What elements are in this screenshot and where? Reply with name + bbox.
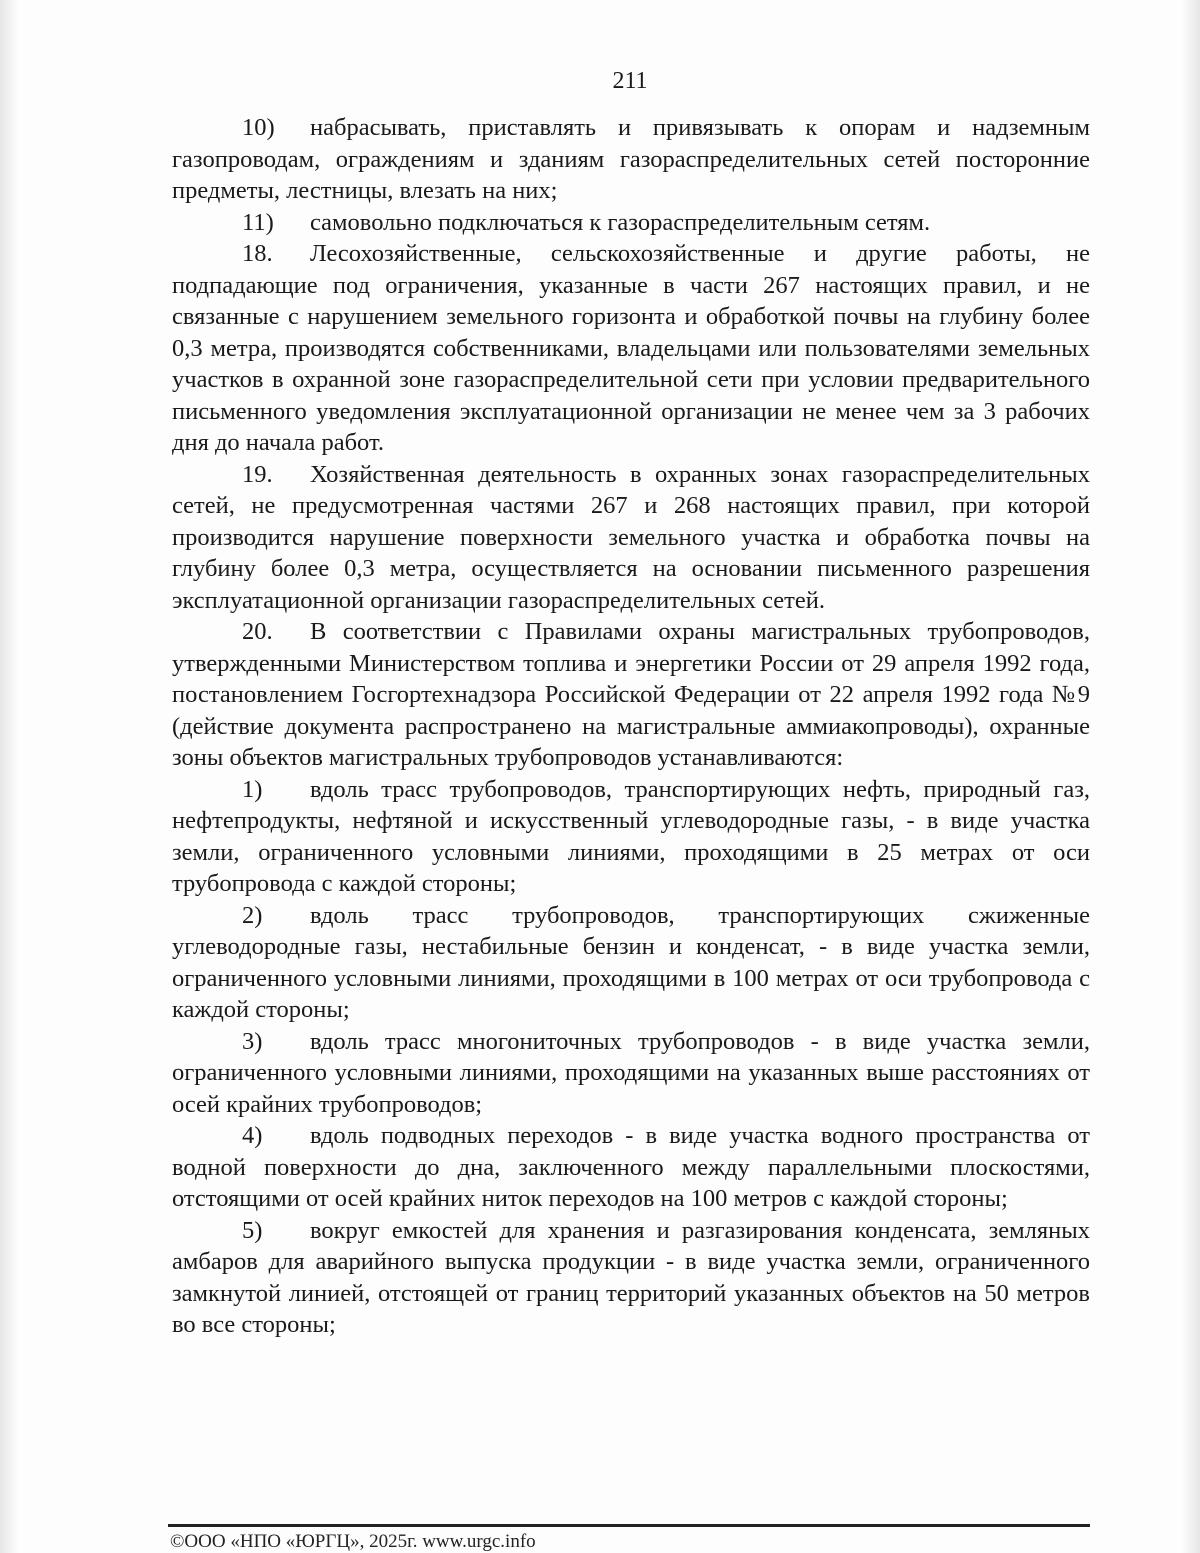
paragraph-text: вдоль трасс многониточных трубопроводов - в виде участка земли, ограниченного условными линиями, проходящими на указанных выше расстояниях от осей крайних трубопроводов; (172, 1027, 1090, 1118)
footer-copyright: ©ООО «НПО «ЮРГЦ», 2025г. www.urgc.info (170, 1531, 536, 1552)
subitem-1 (172, 774, 1090, 900)
page-left-edge (0, 0, 18, 1553)
item-number: 19. (242, 460, 273, 488)
paragraph-text: набрасывать, приставлять и привязывать к опорам и надземным газопроводам, ограждениям и зданиям газораспределительных сетей посторонние предметы, лестницы, влезать на них; (172, 114, 1090, 204)
page-number: 211 (612, 68, 648, 94)
paragraph-text: Лесохозяйственные, сельскохозяйственные и другие работы, не подпадающие под ограничения, указанные в части 267 настоящих правил, и не связанные с нарушением земельного горизонта и обработкой почвы на глубину более 0,3 метра, производятся собственниками, владельцами или пользователями земельных участков в охранной зоне газораспределительной сети при условии предварительного письменного уведомления эксплуатационной организации не менее чем за 3 рабочих дня до начала работ. (172, 240, 1090, 456)
item-number: 11) (242, 208, 274, 236)
paragraph-text: вдоль трасс трубопроводов, транспортирующих сжиженные углеводородные газы, нестабильные бензин и конденсат, - в виде участка земли, ограниченного условными линиями, проходящими в 100 метрах от оси трубопровода с каждой стороны; (172, 901, 1090, 1023)
item-number: 20. (242, 618, 273, 645)
footer-divider (168, 1524, 1090, 1527)
subitem-3 (172, 1026, 1090, 1121)
item-number: 2) (242, 901, 263, 929)
paragraph-18 (172, 238, 1090, 459)
paragraph-text: вдоль трасс трубопроводов, транспортирующих нефть, природный газ, нефтепродукты, нефтяной и искусственный углеводородные газы, - в виде участка земли, ограниченного условными линиями, проходящими в 25 метрах от оси трубопровода с каждой стороны; (172, 775, 1090, 897)
subitem-5 (172, 1215, 1090, 1341)
paragraph-10 (172, 112, 1090, 207)
paragraph-11 (172, 207, 1090, 239)
item-number: 5) (242, 1216, 263, 1244)
item-number: 3) (242, 1027, 263, 1055)
paragraph-19 (172, 459, 1090, 617)
item-number: 10) (242, 114, 275, 141)
paragraph-text: Хозяйственная деятельность в охранных зонах газораспределительных сетей, не предусмотренная частями 267 и 268 настоящих правил, при которой производится нарушение поверхности земельного участка и обработка почвы на глубину более 0,3 метра, осуществляется на основании письменного разрешения эксплуатационной организации газораспределительных сетей. (172, 460, 1090, 614)
paragraph-text: В соответствии с Правилами охраны магистральных трубопроводов, утвержденными Министерством топлива и энергетики России от 29 апреля 1992 года, постановлением Госгортехнадзора Российской Федерации от 22 апреля 1992 года №9 (действие документа распространено на магистральные аммиакопроводы), охранные зоны объектов магистральных трубопроводов устанавливаются: (172, 618, 1090, 771)
subitem-4 (172, 1120, 1090, 1215)
paragraph-text: вдоль подводных переходов - в виде участка водного пространства от водной поверхности до дна, заключенного между параллельными плоскостями, отстоящими от осей крайних ниток переходов на 100 метров с каждой стороны; (172, 1122, 1090, 1212)
paragraph-text: самовольно подключаться к газораспределительным сетям. (310, 208, 931, 236)
paragraph-20 (172, 616, 1090, 774)
document-body (172, 112, 1090, 1341)
paragraph-text: вокруг емкостей для хранения и разгазирования конденсата, земляных амбаров для аварийного выпуска продукции - в виде участка земли, ограниченного замкнутой линией, отстоящей от границ территорий указанных объектов на 50 метров во все стороны; (172, 1216, 1090, 1338)
item-number: 18. (242, 240, 273, 267)
item-number: 1) (242, 775, 263, 803)
subitem-2 (172, 900, 1090, 1026)
page-right-edge (1182, 0, 1200, 1553)
item-number: 4) (242, 1122, 263, 1149)
